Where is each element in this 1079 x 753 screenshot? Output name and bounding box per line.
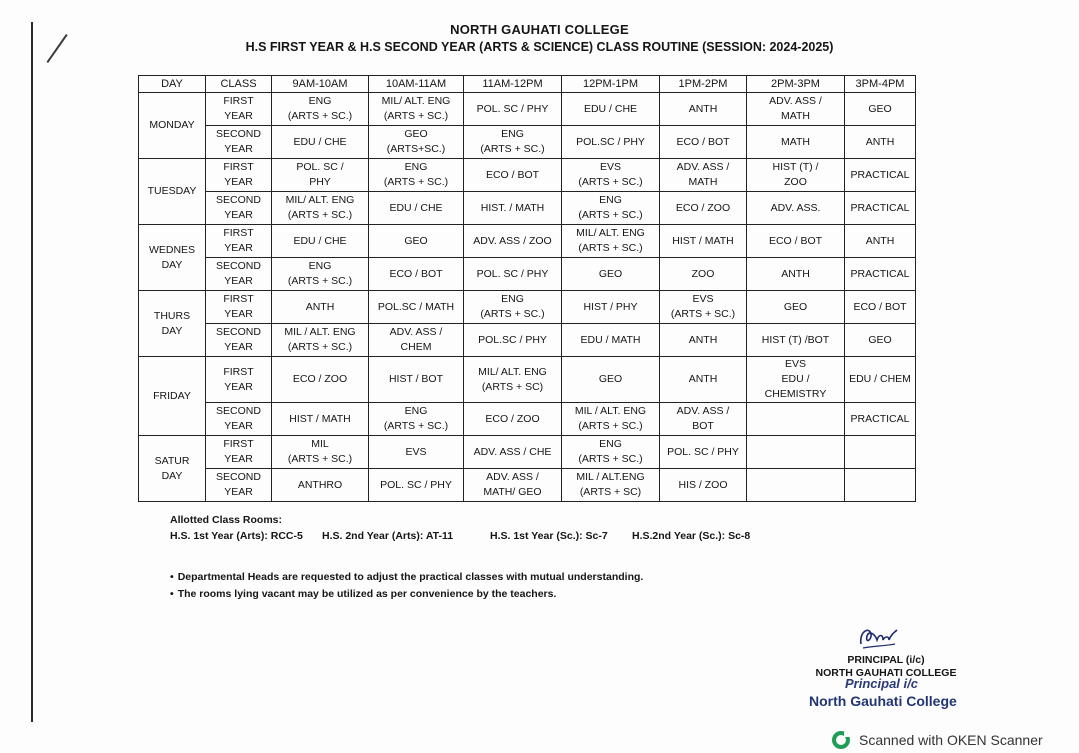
period-cell: MIL/ ALT. ENG (ARTS + SC.)	[272, 192, 369, 225]
period-cell: MIL/ ALT. ENG (ARTS + SC)	[464, 357, 562, 403]
period-cell: MATH	[747, 126, 845, 159]
period-cell: GEO	[369, 225, 464, 258]
period-cell: ADV. ASS / BOT	[660, 403, 747, 436]
period-cell: EDU / CHE	[272, 225, 369, 258]
document-header	[0, 22, 1079, 54]
notes	[170, 571, 643, 605]
allotted-rooms	[170, 514, 750, 542]
period-cell: ADV. ASS / MATH	[747, 93, 845, 126]
period-cell: EDU / CHE	[562, 93, 660, 126]
period-cell	[747, 403, 845, 436]
note-item: • Departmental Heads are requested to adjust the practical classes with mutual understanding.	[170, 571, 643, 583]
period-cell: ENG (ARTS + SC.)	[369, 403, 464, 436]
header-cell: 10AM-11AM	[369, 76, 464, 93]
period-cell: POL.SC / MATH	[369, 291, 464, 324]
class-cell: FIRST YEAR	[206, 357, 272, 403]
class-cell: SECOND YEAR	[206, 403, 272, 436]
period-cell: ZOO	[660, 258, 747, 291]
header-cell: 12PM-1PM	[562, 76, 660, 93]
period-cell: ANTHRO	[272, 469, 369, 502]
period-cell: GEO	[845, 324, 916, 357]
period-cell: GEO	[845, 93, 916, 126]
period-cell: HIST / MATH	[660, 225, 747, 258]
period-cell: ANTH	[272, 291, 369, 324]
period-cell: EVS (ARTS + SC.)	[660, 291, 747, 324]
class-cell: FIRST YEAR	[206, 93, 272, 126]
class-cell: SECOND YEAR	[206, 258, 272, 291]
period-cell: ECO / ZOO	[272, 357, 369, 403]
period-cell: ENG (ARTS + SC.)	[369, 159, 464, 192]
table-row	[139, 436, 916, 469]
period-cell: ADV. ASS.	[747, 192, 845, 225]
period-cell: HIST (T) /BOT	[747, 324, 845, 357]
table-row	[139, 469, 916, 502]
period-cell: HIST (T) / ZOO	[747, 159, 845, 192]
principal-role: PRINCIPAL (i/c)	[847, 654, 925, 666]
table-row	[139, 159, 916, 192]
rooms-title: Allotted Class Rooms:	[170, 514, 283, 526]
period-cell: PRACTICAL	[845, 159, 916, 192]
oken-scanner-icon	[831, 730, 851, 750]
period-cell: MIL/ ALT. ENG (ARTS + SC.)	[562, 225, 660, 258]
room-item: H.S.2nd Year (Sc.): Sc-8	[632, 530, 751, 542]
period-cell: PRACTICAL	[845, 403, 916, 436]
table-row	[139, 357, 916, 403]
period-cell: GEO (ARTS+SC.)	[369, 126, 464, 159]
period-cell: PRACTICAL	[845, 192, 916, 225]
period-cell: POL. SC / PHY	[660, 436, 747, 469]
header-cell: 1PM-2PM	[660, 76, 747, 93]
period-cell: MIL (ARTS + SC.)	[272, 436, 369, 469]
class-cell: SECOND YEAR	[206, 192, 272, 225]
period-cell: ADV. ASS / MATH/ GEO	[464, 469, 562, 502]
period-cell: POL.SC / PHY	[464, 324, 562, 357]
period-cell	[845, 469, 916, 502]
table-row	[139, 291, 916, 324]
period-cell: HIST / BOT	[369, 357, 464, 403]
period-cell: ANTH	[660, 357, 747, 403]
period-cell: HIST / PHY	[562, 291, 660, 324]
period-cell: ADV. ASS / CHE	[464, 436, 562, 469]
period-cell: ENG (ARTS + SC.)	[272, 258, 369, 291]
period-cell: ANTH	[845, 126, 916, 159]
period-cell	[747, 469, 845, 502]
header-cell: 3PM-4PM	[845, 76, 916, 93]
table-row	[139, 324, 916, 357]
period-cell: GEO	[562, 258, 660, 291]
period-cell: POL. SC / PHY	[369, 469, 464, 502]
period-cell: ENG (ARTS + SC.)	[562, 192, 660, 225]
period-cell: EVS (ARTS + SC.)	[562, 159, 660, 192]
period-cell: ENG (ARTS + SC.)	[464, 126, 562, 159]
principal-college: NORTH GAUHATI COLLEGE	[815, 667, 957, 679]
period-cell: ECO / ZOO	[660, 192, 747, 225]
routine-title: H.S FIRST YEAR & H.S SECOND YEAR (ARTS & SCIENCE) CLASS ROUTINE (SESSION: 2024-2025)	[245, 40, 834, 54]
routine-body	[139, 93, 916, 502]
period-cell: HIST / MATH	[272, 403, 369, 436]
day-cell: SATUR DAY	[139, 436, 206, 502]
class-cell: SECOND YEAR	[206, 324, 272, 357]
day-cell: MONDAY	[139, 93, 206, 159]
period-cell: HIS / ZOO	[660, 469, 747, 502]
period-cell: ECO / BOT	[660, 126, 747, 159]
period-cell: EVS EDU / CHEMISTRY	[747, 357, 845, 403]
period-cell: HIST. / MATH	[464, 192, 562, 225]
period-cell: ADV. ASS / ZOO	[464, 225, 562, 258]
table-row	[139, 126, 916, 159]
period-cell: GEO	[562, 357, 660, 403]
header-cell: DAY	[139, 76, 206, 93]
period-cell: ECO / ZOO	[464, 403, 562, 436]
stamp-role: Principal i/c	[845, 676, 918, 691]
day-cell: THURS DAY	[139, 291, 206, 357]
day-cell: TUESDAY	[139, 159, 206, 225]
class-cell: FIRST YEAR	[206, 225, 272, 258]
class-cell: FIRST YEAR	[206, 436, 272, 469]
period-cell: EDU / CHEM	[845, 357, 916, 403]
room-item: H.S. 2nd Year (Arts): AT-11	[322, 530, 454, 542]
period-cell: ANTH	[660, 324, 747, 357]
principal-signature	[855, 622, 899, 652]
header-cell: CLASS	[206, 76, 272, 93]
day-cell: FRIDAY	[139, 357, 206, 436]
period-cell: ANTH	[845, 225, 916, 258]
header-cell: 11AM-12PM	[464, 76, 562, 93]
table-row	[139, 403, 916, 436]
period-cell: EDU / CHE	[369, 192, 464, 225]
period-cell: ANTH	[747, 258, 845, 291]
room-item: H.S. 1st Year (Sc.): Sc-7	[490, 530, 608, 542]
period-cell: MIL / ALT.ENG (ARTS + SC)	[562, 469, 660, 502]
period-cell	[845, 436, 916, 469]
class-routine-table	[138, 75, 916, 502]
note-item: • The rooms lying vacant may be utilized as per convenience by the teachers.	[170, 588, 643, 600]
table-header-row	[139, 76, 916, 93]
period-cell: EVS	[369, 436, 464, 469]
period-cell: POL. SC / PHY	[464, 93, 562, 126]
table-row	[139, 192, 916, 225]
period-cell: PRACTICAL	[845, 258, 916, 291]
scanner-text: Scanned with OKEN Scanner	[859, 732, 1043, 748]
header-cell: 2PM-3PM	[747, 76, 845, 93]
scanner-watermark	[831, 730, 1043, 750]
period-cell: GEO	[747, 291, 845, 324]
period-cell: MIL/ ALT. ENG (ARTS + SC.)	[369, 93, 464, 126]
table-row	[139, 93, 916, 126]
margin-line	[31, 22, 33, 722]
period-cell: ECO / BOT	[464, 159, 562, 192]
period-cell: ECO / BOT	[369, 258, 464, 291]
period-cell: POL. SC / PHY	[464, 258, 562, 291]
header-cell: 9AM-10AM	[272, 76, 369, 93]
period-cell: ANTH	[660, 93, 747, 126]
period-cell: EDU / MATH	[562, 324, 660, 357]
stamp-college: North Gauhati College	[809, 693, 957, 709]
period-cell: ADV. ASS / MATH	[660, 159, 747, 192]
period-cell: POL. SC / PHY	[272, 159, 369, 192]
period-cell: ENG (ARTS + SC.)	[464, 291, 562, 324]
table-row	[139, 258, 916, 291]
period-cell: MIL / ALT. ENG (ARTS + SC.)	[272, 324, 369, 357]
period-cell: ECO / BOT	[845, 291, 916, 324]
period-cell	[747, 436, 845, 469]
period-cell: EDU / CHE	[272, 126, 369, 159]
day-cell: WEDNES DAY	[139, 225, 206, 291]
period-cell: ECO / BOT	[747, 225, 845, 258]
room-item: H.S. 1st Year (Arts): RCC-5	[170, 530, 303, 542]
period-cell: ENG (ARTS + SC.)	[562, 436, 660, 469]
period-cell: ENG (ARTS + SC.)	[272, 93, 369, 126]
class-cell: SECOND YEAR	[206, 469, 272, 502]
class-cell: FIRST YEAR	[206, 291, 272, 324]
class-cell: SECOND YEAR	[206, 126, 272, 159]
college-name: NORTH GAUHATI COLLEGE	[450, 22, 629, 37]
class-cell: FIRST YEAR	[206, 159, 272, 192]
period-cell: ADV. ASS / CHEM	[369, 324, 464, 357]
table-row	[139, 225, 916, 258]
period-cell: MIL / ALT. ENG (ARTS + SC.)	[562, 403, 660, 436]
period-cell: POL.SC / PHY	[562, 126, 660, 159]
rooms-row	[170, 530, 750, 542]
